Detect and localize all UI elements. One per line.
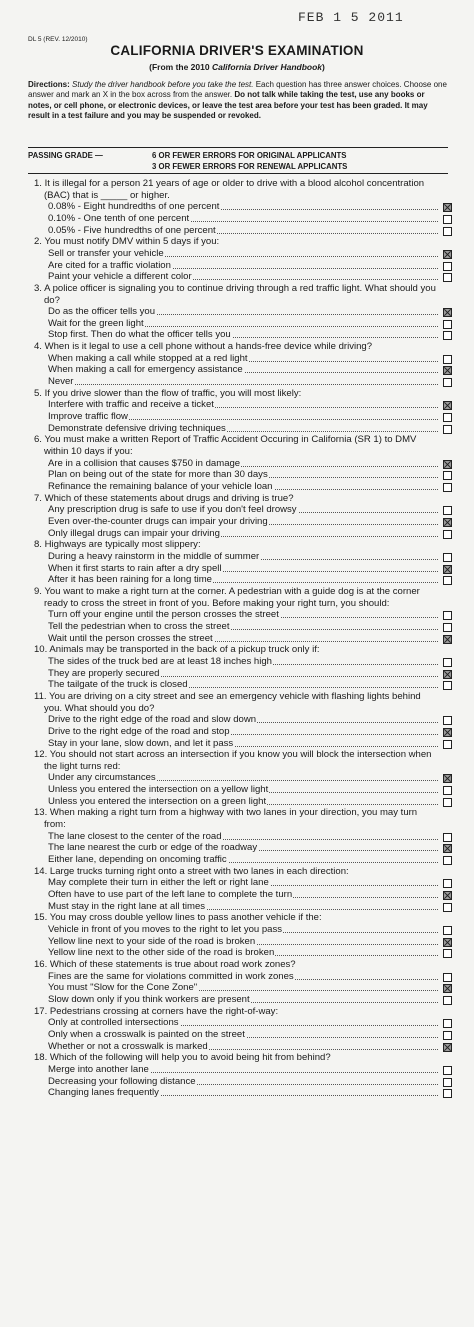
answer-label: When it first starts to rain after a dry spell	[48, 562, 222, 574]
question-text: 13. When making a right turn from a highway with two lanes in your direction, you may turn from:	[34, 807, 418, 831]
question-9	[34, 586, 452, 644]
answer-option	[34, 854, 452, 866]
answer-option	[34, 516, 452, 528]
answer-checkbox[interactable]	[443, 471, 452, 480]
question-18	[34, 1052, 452, 1099]
answer-checkbox[interactable]	[443, 996, 452, 1005]
answer-option	[34, 458, 452, 470]
directions	[28, 80, 448, 122]
question-16	[34, 959, 452, 1006]
question-7	[34, 493, 452, 540]
answer-option	[34, 656, 452, 668]
answer-option	[34, 481, 452, 493]
directions-intro: Study the driver handbook before you take the test.	[72, 80, 254, 89]
answer-checkbox[interactable]	[443, 1078, 452, 1087]
answer-checkbox-marked[interactable]	[443, 938, 452, 947]
answer-checkbox[interactable]	[443, 425, 452, 434]
answer-checkbox[interactable]	[443, 879, 452, 888]
question-text: 12. You should not start across an intersection if you know you will block the intersection when the light turns red:	[34, 749, 432, 772]
answer-checkbox-marked[interactable]	[443, 844, 452, 853]
answer-checkbox[interactable]	[443, 1089, 452, 1098]
answer-label: Improve traffic flow	[48, 411, 128, 423]
answer-option	[34, 260, 452, 272]
answer-checkbox[interactable]	[443, 331, 452, 340]
answer-checkbox[interactable]	[443, 681, 452, 690]
question-6	[34, 434, 452, 492]
question-10	[34, 644, 452, 691]
answer-option	[34, 889, 452, 901]
answer-checkbox[interactable]	[443, 903, 452, 912]
answer-checkbox[interactable]	[443, 320, 452, 329]
answer-label: 0.08% - Eight hundredths of one percent	[48, 201, 220, 213]
question-13	[34, 807, 452, 865]
answer-label: Wait for the green light	[48, 317, 144, 329]
answer-option	[34, 225, 452, 237]
answer-option	[34, 1064, 452, 1076]
answer-option	[34, 621, 452, 633]
question-text: 14. Large trucks turning right onto a street with two lanes in each direction:	[34, 865, 349, 877]
answer-option	[34, 772, 452, 784]
answer-label: Stay in your lane, slow down, and let it pass	[48, 737, 234, 749]
divider-bottom	[28, 173, 448, 174]
answer-option	[34, 936, 452, 948]
answer-label: The tailgate of the truck is closed	[48, 679, 188, 691]
answer-label: Interfere with traffic and receive a ticket	[48, 399, 214, 411]
answer-option	[34, 213, 452, 225]
answer-checkbox-marked[interactable]	[443, 250, 452, 259]
answer-checkbox-marked[interactable]	[443, 891, 452, 900]
answer-checkbox-marked[interactable]	[443, 635, 452, 644]
answer-label: After it has been raining for a long time	[48, 574, 212, 586]
answer-checkbox-marked[interactable]	[443, 366, 452, 375]
answer-option	[34, 994, 452, 1006]
question-text: 7. Which of these statements about drugs and driving is true?	[34, 492, 294, 504]
answer-option	[34, 411, 452, 423]
answer-checkbox-marked[interactable]	[443, 203, 452, 212]
answer-option	[34, 831, 452, 843]
answer-label: Are in a collision that causes $750 in damage	[48, 457, 241, 469]
answer-checkbox[interactable]	[443, 355, 452, 364]
passing-original: 6 OR FEWER ERRORS FOR ORIGINAL APPLICANTS	[152, 151, 347, 160]
answer-checkbox[interactable]	[443, 530, 452, 539]
answer-checkbox[interactable]	[443, 833, 452, 842]
question-text: 2. You must notify DMV within 5 days if you:	[34, 236, 220, 248]
answer-label: Slow down only if you think workers are present	[48, 993, 250, 1005]
answer-checkbox-marked[interactable]	[443, 728, 452, 737]
answer-label: Only at controlled intersections	[48, 1017, 179, 1029]
question-14	[34, 866, 452, 913]
date-stamp: FEB 1 5 2011	[298, 10, 404, 25]
answer-label: Demonstrate defensive driving techniques	[48, 422, 226, 434]
answer-label: Often have to use part of the left lane to complete the turn	[48, 888, 293, 900]
question-text: 10. Animals may be transported in the back of a pickup truck only if:	[34, 644, 320, 656]
subtitle-post: )	[322, 62, 325, 72]
answer-checkbox[interactable]	[443, 740, 452, 749]
answer-option	[34, 271, 452, 283]
directions-text: Each question has three answer choices. Choose one answer and mark an X in the box across from the answer.	[28, 80, 447, 100]
answer-label: Under any circumstances	[48, 772, 156, 784]
question-text: 16. Which of these statements is true about road work zones?	[34, 959, 296, 970]
answer-checkbox[interactable]	[443, 856, 452, 865]
answer-option	[34, 329, 452, 341]
answer-checkbox-marked[interactable]	[443, 460, 452, 469]
answer-label: Decreasing your following distance	[48, 1075, 196, 1087]
answer-checkbox[interactable]	[443, 926, 452, 935]
answer-checkbox[interactable]	[443, 798, 452, 807]
answer-checkbox[interactable]	[443, 716, 452, 725]
answer-option	[34, 551, 452, 563]
answer-label: Drive to the right edge of the road and stop	[48, 725, 230, 737]
answer-label: Only when a crosswalk is painted on the street	[48, 1028, 245, 1040]
answer-checkbox[interactable]	[443, 378, 452, 387]
answer-label: Unless you entered the intersection on a yellow light	[48, 784, 269, 796]
answer-option	[34, 784, 452, 796]
answer-label: You must "Slow for the Cone Zone"	[48, 982, 198, 994]
divider-top	[28, 147, 448, 148]
answer-label: Whether or not a crosswalk is marked	[48, 1040, 208, 1052]
answer-option	[34, 924, 452, 936]
answer-option	[34, 901, 452, 913]
directions-warning: Do not talk while taking the test, use any books or notes, or cell phone, or electronic devices, or leave the test area before your test has been graded. It may result in a test failure and you may be suspended or revoked.	[28, 90, 428, 121]
answer-option	[34, 248, 452, 260]
answer-checkbox[interactable]	[443, 1066, 452, 1075]
answer-option	[34, 563, 452, 575]
answer-option	[34, 842, 452, 854]
answer-option	[34, 306, 452, 318]
answer-checkbox-marked[interactable]	[443, 984, 452, 993]
form-id: DL 5 (REV. 12/2010)	[28, 36, 88, 43]
answer-label: Do as the officer tells you	[48, 306, 156, 318]
answer-option	[34, 947, 452, 959]
question-12	[34, 749, 452, 807]
answer-label: Stop first. Then do what the officer tells you	[48, 329, 231, 341]
answer-option	[34, 399, 452, 411]
answer-option	[34, 504, 452, 516]
question-11	[34, 691, 452, 749]
answer-label: Unless you entered the intersection on a green light	[48, 795, 267, 807]
subtitle-pre: (From the 2010	[149, 62, 212, 72]
page-title: CALIFORNIA DRIVER'S EXAMINATION	[110, 43, 364, 58]
answer-option	[34, 1041, 452, 1053]
answer-label: Yellow line next to your side of the road is broken	[48, 935, 256, 947]
answer-label: Plan on being out of the state for more than 30 days	[48, 469, 268, 481]
passing-renewal: 3 OR FEWER ERRORS FOR RENEWAL APPLICANTS	[152, 162, 348, 171]
answer-option	[34, 609, 452, 621]
answer-option	[34, 796, 452, 808]
answer-checkbox[interactable]	[443, 227, 452, 236]
answer-option	[34, 1017, 452, 1029]
answer-option	[34, 877, 452, 889]
question-2	[34, 236, 452, 283]
answer-label: They are properly secured	[48, 667, 160, 679]
answer-checkbox[interactable]	[443, 611, 452, 620]
question-text: 15. You may cross double yellow lines to pass another vehicle if the:	[34, 912, 322, 924]
answer-checkbox-marked[interactable]	[443, 308, 452, 317]
answer-option	[34, 714, 452, 726]
answer-checkbox-marked[interactable]	[443, 401, 452, 410]
answer-option	[34, 353, 452, 365]
answer-checkbox[interactable]	[443, 1031, 452, 1040]
answer-checkbox[interactable]	[443, 973, 452, 982]
answer-checkbox-marked[interactable]	[443, 518, 452, 527]
answer-label: Turn off your engine until the person crosses the street	[48, 609, 279, 621]
answer-label: Even over-the-counter drugs can impair your driving	[48, 516, 268, 527]
answer-checkbox[interactable]	[443, 553, 452, 562]
answer-option	[34, 726, 452, 738]
answer-option	[34, 982, 452, 994]
question-text: 6. You must make a written Report of Traffic Accident Occuring in California (SR 1) to DMV within 10 days if you:	[34, 434, 417, 458]
answer-checkbox[interactable]	[443, 483, 452, 492]
answer-label: Yellow line next to the other side of the road is broken	[48, 947, 275, 959]
answer-label: Refinance the remaining balance of your vehicle loan	[48, 481, 273, 493]
question-text: 5. If you drive slower than the flow of traffic, you will most likely:	[34, 387, 302, 399]
answer-label: The lane nearest the curb or edge of the roadway	[48, 842, 258, 854]
answer-label: Fines are the same for violations committed in work zones	[48, 970, 294, 982]
answer-checkbox[interactable]	[443, 658, 452, 667]
answer-option	[34, 679, 452, 691]
answer-checkbox[interactable]	[443, 262, 452, 271]
answer-option	[34, 201, 452, 213]
question-text: 4. When is it legal to use a cell phone without a hands-free device while driving?	[34, 341, 373, 353]
answer-checkbox[interactable]	[443, 576, 452, 585]
answer-checkbox[interactable]	[443, 506, 452, 515]
answer-option	[34, 668, 452, 680]
question-text: 18. Which of the following will help you to avoid being hit from behind?	[34, 1052, 331, 1064]
answer-label: Vehicle in front of you moves to the right to let you pass	[48, 923, 283, 935]
answer-label: Wait until the person crosses the street	[48, 632, 213, 644]
answer-option	[34, 423, 452, 435]
question-text: 3. A police officer is signaling you to continue driving through a red traffic light. What should you do?	[34, 282, 436, 306]
answer-checkbox[interactable]	[443, 273, 452, 282]
question-1	[34, 178, 452, 236]
answer-checkbox[interactable]	[443, 786, 452, 795]
directions-label: Directions:	[28, 80, 70, 89]
answer-checkbox[interactable]	[443, 215, 452, 224]
answer-label: During a heavy rainstorm in the middle of summer	[48, 550, 260, 562]
answer-option	[34, 738, 452, 750]
answer-option	[34, 1087, 452, 1099]
question-8	[34, 539, 452, 586]
answer-option	[34, 318, 452, 330]
answer-checkbox[interactable]	[443, 413, 452, 422]
question-text: 9. You want to make a right turn at the corner. A pedestrian with a guide dog is at the corner ready to cross the street in front of you. Before making your right turn, you should:	[34, 586, 420, 609]
answer-option	[34, 376, 452, 388]
answer-label: The lane closest to the center of the road	[48, 830, 222, 842]
answer-option	[34, 1029, 452, 1041]
answer-label: When making a call for emergency assistance	[48, 364, 243, 376]
answer-option	[34, 971, 452, 983]
answer-checkbox[interactable]	[443, 1019, 452, 1028]
answer-label: Drive to the right edge of the road and slow down	[48, 714, 257, 726]
answer-label: When making a call while stopped at a red light	[48, 352, 248, 364]
answer-label: 0.05% - Five hundredths of one percent	[48, 224, 216, 236]
answer-label: The sides of the truck bed are at least 18 inches high	[48, 655, 272, 667]
answer-option	[34, 633, 452, 645]
answer-label: Paint your vehicle a different color	[48, 271, 192, 283]
question-3	[34, 283, 452, 341]
question-5	[34, 388, 452, 435]
answer-label: Never	[48, 376, 74, 388]
answer-checkbox-marked[interactable]	[443, 1043, 452, 1052]
answer-checkbox-marked[interactable]	[443, 565, 452, 574]
answer-label: Either lane, depending on oncoming traffic	[48, 854, 227, 865]
answer-label: 0.10% - One tenth of one percent	[48, 212, 190, 224]
answer-label: Merge into another lane	[48, 1063, 149, 1075]
question-text: 11. You are driving on a city street and see an emergency vehicle with flashing lights behind you. What should you do?	[34, 690, 421, 714]
answer-label: May complete their turn in either the left or right lane	[48, 877, 269, 889]
subtitle-handbook: California Driver Handbook	[211, 62, 323, 72]
question-text: 17. Pedestrians crossing at corners have the right-of-way:	[34, 1005, 279, 1017]
answer-label: Must stay in the right lane at all times	[48, 900, 206, 912]
question-17	[34, 1006, 452, 1053]
answer-checkbox-marked[interactable]	[443, 774, 452, 783]
answer-label: Are cited for a traffic violation	[48, 259, 171, 271]
passing-grade-label: PASSING GRADE —	[28, 151, 103, 160]
question-4	[34, 341, 452, 388]
answer-checkbox[interactable]	[443, 623, 452, 632]
question-15	[34, 912, 452, 959]
question-text: 8. Highways are typically most slippery:	[34, 539, 201, 551]
answer-checkbox[interactable]	[443, 949, 452, 958]
subtitle	[0, 62, 474, 72]
answer-option	[34, 574, 452, 586]
answer-label: Only illegal drugs can impair your driving	[48, 527, 220, 539]
question-list	[34, 178, 452, 1099]
answer-label: Any prescription drug is safe to use if you don't feel drowsy	[48, 504, 297, 516]
answer-option	[34, 1076, 452, 1088]
answer-option	[34, 528, 452, 540]
answer-option	[34, 364, 452, 376]
answer-label: Tell the pedestrian when to cross the street	[48, 620, 230, 632]
answer-checkbox-marked[interactable]	[443, 670, 452, 679]
answer-label: Changing lanes frequently	[48, 1087, 159, 1099]
question-text: 1. It is illegal for a person 21 years of age or older to drive with a blood alcohol concentration (BAC) that is _____ or higher.	[34, 178, 425, 201]
answer-label: Sell or transfer your vehicle	[48, 247, 164, 259]
answer-option	[34, 469, 452, 481]
